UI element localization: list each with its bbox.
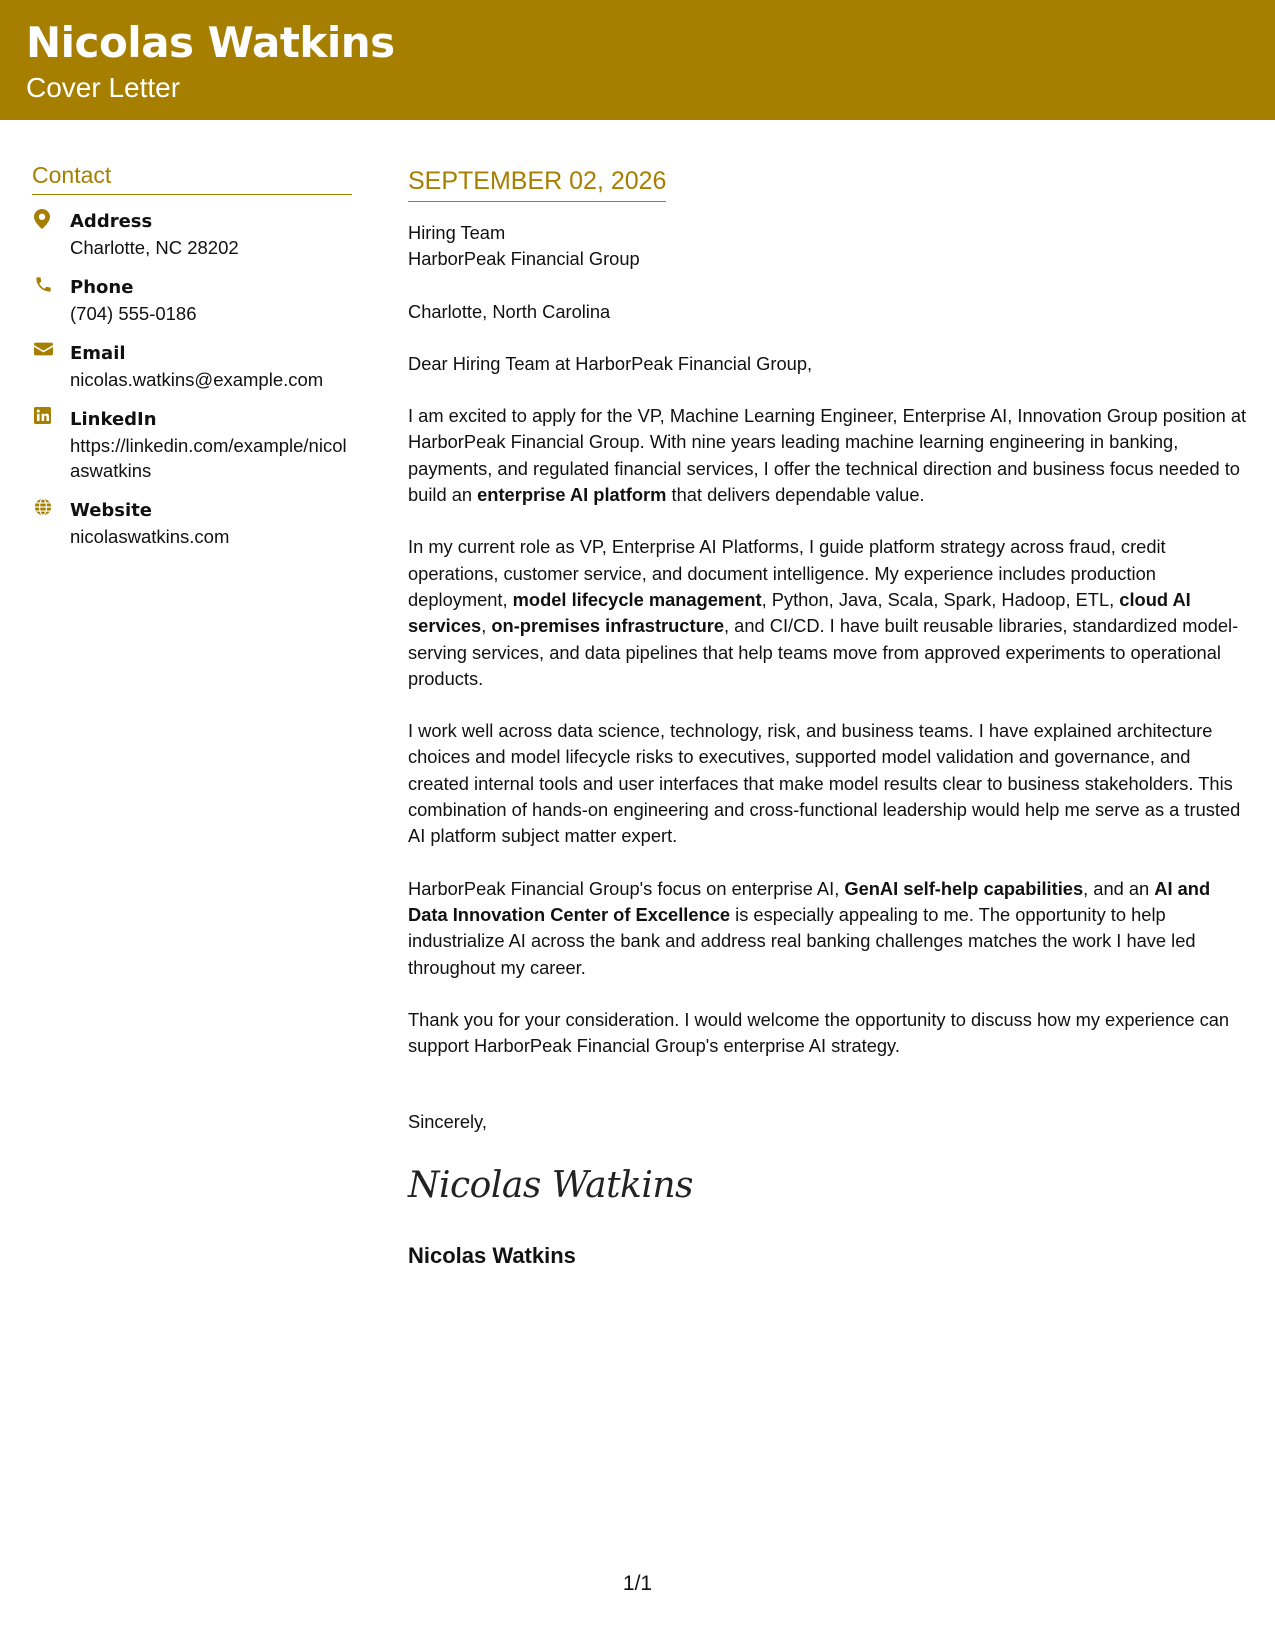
paragraph-text: HarborPeak Financial Group's focus on enterprise AI, <box>408 877 845 899</box>
paragraph-text: I am excited to apply for the VP, Machine Learning Engineer, Enterprise AI, Innovation Group position at HarborPeak Financial Group. With nine years leading machine learning engineering in banking, payments, and regulated financial services, I offer the technical direction and business focus needed to build an <box>408 405 1247 506</box>
paragraph-text: , and CI/CD. I have built reusable libraries, standardized model-serving services, and data pipelines that help teams move from approved experiments to operational products. <box>408 615 1239 689</box>
page-number: 1/1 <box>622 1572 653 1595</box>
phone-value: (704) 555-0186 <box>70 302 197 324</box>
contact-item-website <box>32 498 352 549</box>
document-subtitle: Cover Letter <box>26 72 181 103</box>
contact-label: Email <box>70 342 126 364</box>
header-banner <box>0 0 1275 120</box>
highlighted-phrase: cloud AI services <box>408 588 1191 637</box>
globe-icon <box>34 498 54 520</box>
contact-sidebar <box>32 162 352 564</box>
highlighted-phrase: on-premises infrastructure <box>491 615 725 637</box>
letter-date: SEPTEMBER 02, 2026 <box>408 166 666 202</box>
email-link[interactable]: nicolas.watkins@example.com <box>70 368 324 390</box>
paragraph-text: that delivers dependable value. <box>666 484 925 506</box>
contact-item-email <box>32 341 352 392</box>
envelope-icon <box>34 341 54 363</box>
highlighted-phrase: enterprise AI platform <box>477 484 667 506</box>
address-value: Charlotte, NC 28202 <box>70 236 239 258</box>
salutation: Dear Hiring Team at HarborPeak Financial Group, <box>408 352 813 374</box>
recipient-line: Hiring Team <box>408 222 506 243</box>
website-link[interactable]: nicolaswatkins.com <box>70 525 230 547</box>
paragraph-text: , Python, Java, Scala, Spark, Hadoop, ETL, <box>761 588 1120 610</box>
highlighted-phrase: model lifecycle management <box>512 588 762 610</box>
contact-item-address <box>32 209 352 260</box>
contact-label: Phone <box>70 276 134 298</box>
recipient-company: HarborPeak Financial Group <box>408 248 640 270</box>
recipient-block <box>408 220 1250 273</box>
letter-body <box>408 166 1250 1269</box>
recipient-location: Charlotte, North Carolina <box>408 300 611 322</box>
contact-item-linkedin <box>32 407 352 483</box>
highlighted-phrase: AI and Data Innovation Center of Excellence <box>408 877 1211 925</box>
letter-paragraph <box>408 876 1250 981</box>
letter-paragraphs <box>408 403 1250 1059</box>
paragraph-text: I work well across data science, technology, risk, and business teams. I have explained architecture choices and model lifecycle risks to executives, supported model validation and governance, and created internal tools and user interfaces that make model results clear to business stakeholders. This combination of hands-on engineering and cross-functional leadership would help me serve as a trusted AI platform subject matter expert. <box>408 720 1241 847</box>
paragraph-text: In my current role as VP, Enterprise AI Platforms, I guide platform strategy across fraud, credit operations, customer service, and document intelligence. My experience includes production deployment, <box>408 536 1166 610</box>
highlighted-phrase: GenAI self-help capabilities <box>844 877 1084 899</box>
paragraph-text: Thank you for your consideration. I would welcome the opportunity to discuss how my experience can support HarborPeak Financial Group's enterprise AI strategy. <box>408 1008 1230 1057</box>
linkedin-link[interactable]: https://linkedin.com/example/nicolaswatkins <box>70 434 347 481</box>
handwritten-signature: Nicolas Watkins <box>408 1165 694 1207</box>
letter-paragraph <box>408 534 1250 692</box>
paragraph-text: is especially appealing to me. The opportunity to help industrialize AI across the bank and address real banking challenges matches the work I have led throughout my career. <box>408 903 1196 978</box>
paragraph-text: , and an <box>1083 877 1155 899</box>
contact-label: Website <box>70 499 153 521</box>
contact-label: LinkedIn <box>70 408 157 430</box>
contact-label: Address <box>70 210 153 232</box>
signed-name: Nicolas Watkins <box>408 1243 576 1269</box>
contact-item-phone <box>32 275 352 326</box>
linkedin-icon <box>34 407 54 429</box>
letter-paragraph <box>408 718 1250 849</box>
applicant-name: Nicolas Watkins <box>26 18 395 67</box>
letter-paragraph <box>408 403 1250 508</box>
phone-icon <box>34 275 54 297</box>
paragraph-text: , <box>481 615 492 637</box>
letter-paragraph <box>408 1007 1250 1060</box>
contact-heading: Contact <box>32 162 352 195</box>
map-pin-icon <box>34 209 54 231</box>
closing: Sincerely, <box>408 1111 487 1133</box>
